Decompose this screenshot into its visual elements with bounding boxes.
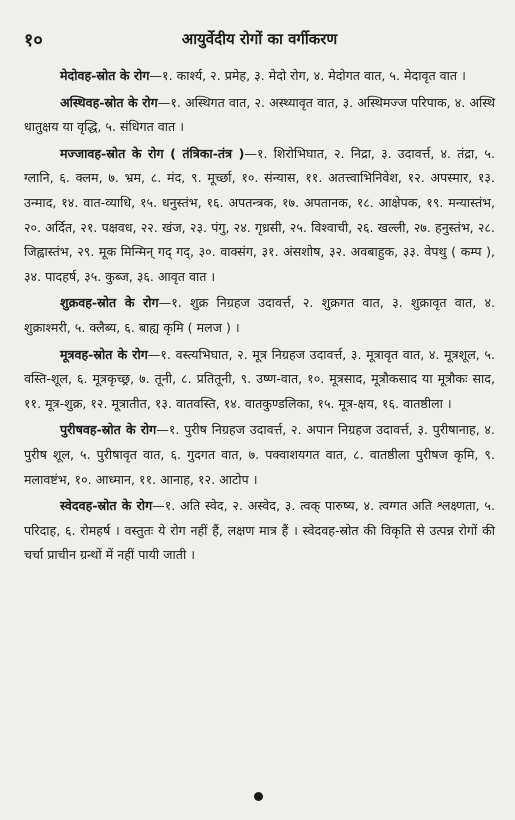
paragraph-purishvah <box>24 418 495 492</box>
section-text: —१. पुरीष निग्रहज उदावर्त्त, २. अपान निग्रहज उदावर्त्त, ३. पुरीषानाह, ४. पुरीष शूल, ५. पुरीषावृत वात, ६. गुदगत वात, ७. पक्वाशयगत वात, ८. वातष्ठीला पुरीषज कृमि, ९. मलावष्टंभ, १०. आध्मान, ११. आनाह, १२. आटोप । <box>24 422 495 487</box>
paragraph-mutravah <box>24 343 495 417</box>
paragraph-svedavah <box>24 494 495 568</box>
section-heading: मेदोवह-स्रोत के रोग <box>60 68 150 83</box>
page-header <box>24 28 495 52</box>
running-title: आयुर्वेदीय रोगों का वर्गीकरण <box>181 30 338 48</box>
section-heading: मूत्रवह-स्रोत के रोग <box>60 346 148 362</box>
section-heading: पुरीषवह-स्रोत के रोग <box>60 422 157 438</box>
section-text: —१. अस्थिगत वात, २. अस्थ्यावृत वात, ३. अस्थिमज्ज परिपाक, ४. अस्थि धातुक्षय या वृद्धि, ५. संधिगत वात । <box>24 94 495 135</box>
section-text: —१. कार्श्य, २. प्रमेह, ३. मेदो रोग, ४. मेदोगत वात, ५. मेदावृत वात । <box>149 68 466 83</box>
section-text: —१. शुक्र निग्रहज उदावर्त्त, २. शुक्रगत वात, ३. शुक्रावृत वात, ४. शुक्राश्मरी, ५. क्लैब्य, ६. बाह्य कृमि ( मलज ) । <box>24 295 495 335</box>
section-text: —१. अति स्वेद, २. अस्वेद, ३. त्वक् पारुष्य, ४. त्वग्गत अति श्लक्ष्णता, ५. परिदाह, ६. रोमहर्ष । वस्तुतः ये रोग नहीं हैं, लक्षण मात्र हैं । स्वेदवह-स्रोत की विकृति से उत्पन्न रोगों की चर्चा प्राचीन ग्रन्थों में नहीं पायी जाती । <box>24 498 495 563</box>
section-heading: स्वेदवह-स्रोत के रोग <box>60 498 153 514</box>
section-text: —१. वस्त्यभिघात, २. मूत्र निग्रहज उदावर्त्त, ३. मूत्रावृत वात, ४. मूत्रशूल, ५. वस्ति-शूल, ६. मूत्रकृच्छ्र, ७. तूनी, ८. प्रतितूनी, ९. उष्ण-वात, १०. मूत्रसाद, मूत्रौकसाद या मूत्रौकः साद, ११. मूत्र-शुक्र, १२. मूत्रातीत, १३. वातवस्ति, १४. वातकुण्डलिका, १५. मूत्र-क्षय, १६. वातष्ठीला । <box>24 346 495 411</box>
paragraph-shukravah <box>24 291 495 340</box>
section-text: —१. शिरोभिघात, २. निद्रा, ३. उदावर्त्त, ४. तंद्रा, ५. ग्लानि, ६. क्लम, ७. भ्रम, ८. मंद, ९. मूर्च्छा, १०. संन्यास, ११. अतत्त्वाभिनिवेश, १२. अपस्मार, १३. उन्माद, १४. वात-व्याधि, १५. धनुस्तंभ, १६. अपतन्त्रक, १७. अपतानक, १८. आक्षेपक, १९. मन्यास्तंभ, २०. अर्दित, २१. पक्षवध, २२. खंज, २३. पंगु, २४. गृध्रसी, २५. विश्वाची, २६. खल्ली, २७. हनुस्तंभ, २८. जिह्वास्तंभ, २९. मूक मिन्मिन् गद् गद्, ३०. वाक्संग, ३१. अंसशोष, ३२. अवबाहुक, ३३. वेपथु ( कम्प ), ३४. पादहर्ष, ३५. कुब्ज, ३६. आवृत वात । <box>24 145 495 284</box>
page-body <box>24 64 495 570</box>
section-heading: अस्थिवह-स्रोत के रोग <box>60 94 158 110</box>
section-heading: मज्जावह-स्रोत के रोग ( तंत्रिका-तंत्र ) <box>60 145 245 161</box>
paragraph-majjavah <box>24 142 495 290</box>
page-number: १० <box>24 30 43 51</box>
paragraph-asthivah <box>24 91 495 140</box>
page-dot-mark <box>254 792 263 801</box>
section-heading: शुक्रवह-स्रोत के रोग <box>60 295 159 311</box>
paragraph-medovah <box>24 64 495 89</box>
